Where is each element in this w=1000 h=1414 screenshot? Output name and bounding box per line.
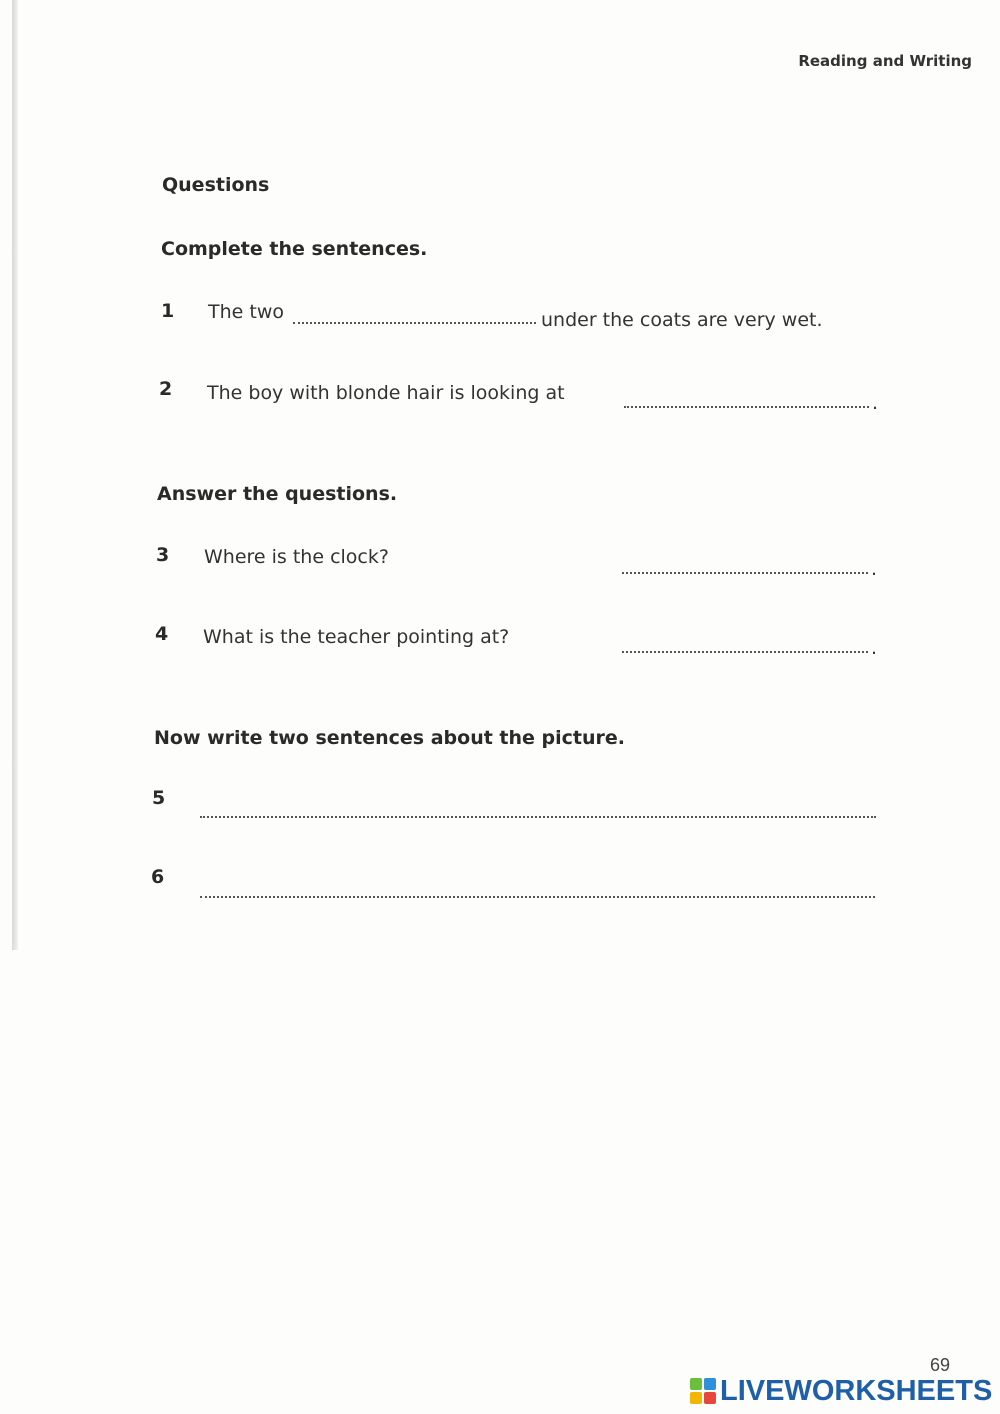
item-2-number: 2 bbox=[159, 378, 173, 400]
page-number: 69 bbox=[930, 1355, 951, 1375]
item-4-end-mark: . bbox=[871, 637, 878, 659]
item-3-answer-blank[interactable] bbox=[622, 572, 868, 574]
item-6-answer-blank[interactable] bbox=[200, 896, 875, 898]
answer-instruction: Answer the questions. bbox=[157, 483, 398, 505]
item-1-answer-blank[interactable] bbox=[293, 322, 536, 324]
item-3-number: 3 bbox=[156, 544, 170, 566]
questions-title: Questions bbox=[162, 174, 270, 196]
item-1-number: 1 bbox=[161, 300, 175, 322]
item-1-text-after: under the coats are very wet. bbox=[541, 309, 823, 331]
item-4-number: 4 bbox=[155, 623, 169, 645]
liveworksheets-logo-icon bbox=[690, 1378, 716, 1404]
item-3-text: Where is the clock? bbox=[204, 546, 389, 568]
item-1-text-before: The two bbox=[208, 301, 284, 323]
item-2-text: The boy with blonde hair is looking at bbox=[207, 382, 565, 404]
item-3-end-mark: . bbox=[871, 558, 878, 580]
write-instruction: Now write two sentences about the picture. bbox=[154, 727, 626, 749]
item-4-text: What is the teacher pointing at? bbox=[203, 626, 510, 648]
item-5-answer-blank[interactable] bbox=[200, 816, 876, 818]
item-5-number: 5 bbox=[152, 787, 166, 809]
item-6-number: 6 bbox=[151, 866, 165, 888]
item-2-answer-blank[interactable] bbox=[624, 406, 869, 408]
item-4-answer-blank[interactable] bbox=[622, 651, 868, 653]
page-binding-edge bbox=[12, 0, 18, 950]
complete-instruction: Complete the sentences. bbox=[161, 238, 428, 260]
liveworksheets-logo[interactable] bbox=[690, 1374, 992, 1408]
item-2-end-mark: . bbox=[872, 392, 879, 414]
section-label: Reading and Writing bbox=[798, 52, 972, 70]
brand-name: LIVEWORKSHEETS bbox=[720, 1374, 993, 1407]
